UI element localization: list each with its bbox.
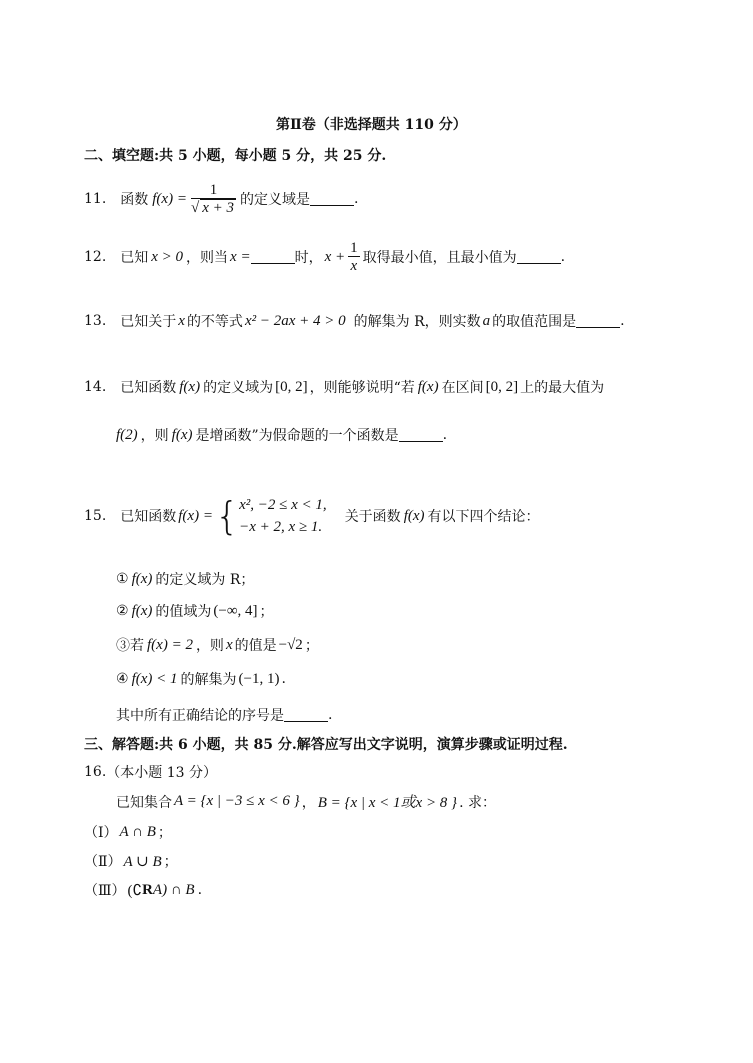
q16-p1-end: ； <box>157 825 172 841</box>
section-title: 第Ⅱ卷（非选择题共 110 分） <box>276 117 467 133</box>
q15-conclusion-4 <box>116 669 286 689</box>
q16-p2-end: ； <box>163 854 178 870</box>
q12-frac-den: x <box>350 257 358 274</box>
q15-c4-ineq: f(x) < 1 <box>131 670 178 687</box>
q14-mid: 的定义域为 <box>203 380 274 396</box>
q12-x-eq: x = <box>230 248 251 265</box>
q12-number: 12. <box>84 249 107 265</box>
q12-blank-1[interactable] <box>251 251 295 264</box>
q15-c1-fx: f(x) <box>131 570 153 587</box>
q12-cond: x > 0 <box>151 248 184 265</box>
question-15 <box>84 490 540 542</box>
q15-conclusion-1 <box>116 569 254 589</box>
q13-pre: 已知关于 <box>120 314 177 330</box>
q15-brace: { <box>214 494 240 538</box>
q11-frac-num: 1 <box>191 182 236 199</box>
q14-mid2: ，则能够说明“若 <box>309 380 415 396</box>
q15-final-end: . <box>328 707 333 723</box>
q14-fx: f(x) <box>179 378 201 395</box>
q15-c2-mark: ② <box>116 603 129 619</box>
q16-set-a: A = {x | −3 ≤ x < 6 } <box>174 793 300 809</box>
q14-domain: [0, 2] <box>275 378 308 395</box>
question-12 <box>84 236 565 278</box>
q11-number: 11. <box>84 191 107 207</box>
q16-p3-sub: R <box>142 881 153 898</box>
q16-pre: 已知集合 <box>116 794 172 811</box>
q12-fraction <box>348 240 360 275</box>
q12-expr: x + <box>324 248 346 265</box>
q11-post: 的定义域是 <box>239 192 310 208</box>
question-11 <box>84 176 358 222</box>
q11-fraction <box>191 182 236 217</box>
q16-part-2 <box>84 851 178 871</box>
q16-p2-label: （Ⅱ） <box>84 854 122 870</box>
q16-number: 16. <box>84 764 107 780</box>
q16-p2-expr: A ∪ B <box>123 853 162 870</box>
q14-blank[interactable] <box>399 429 443 442</box>
q11-frac-den: √ x + 3 <box>190 199 234 216</box>
q15-c3-end: ； <box>304 638 319 654</box>
q16-p3-label: （Ⅲ） <box>84 883 126 899</box>
q16-p3-complement: (∁ <box>127 882 143 899</box>
q14-fx-3: f(x) <box>171 426 193 443</box>
q12-pre: 已知 <box>120 250 149 266</box>
q12-frac-num: 1 <box>350 239 358 256</box>
q15-case-1: x², −2 ≤ x < 1, <box>239 497 327 513</box>
question-14-line1 <box>84 377 604 397</box>
q15-c2-text: 的值域为 <box>155 604 212 620</box>
q12-mid2: 时， <box>294 250 323 266</box>
q12-mid1: ，则当 <box>186 250 229 266</box>
q16-part-1 <box>84 822 172 842</box>
q15-final-text: 其中所有正确结论的序号是 <box>116 708 284 724</box>
q15-c2-fx: f(x) <box>131 602 153 619</box>
q15-c3-x: x <box>225 636 233 653</box>
q14-fx-2: f(x) <box>417 378 439 395</box>
q15-conclusion-2 <box>116 601 274 621</box>
question-13 <box>84 311 625 331</box>
q15-cases <box>239 494 327 538</box>
q15-final <box>116 705 332 725</box>
q11-sqrt: x + 3 <box>202 199 234 216</box>
q15-c2-end: ； <box>259 604 274 620</box>
q14-post: 上的最大值为 <box>520 380 605 396</box>
q14-number: 14. <box>84 379 107 395</box>
q15-c4-text: 的解集为 <box>180 672 237 688</box>
q13-number: 13. <box>84 313 107 329</box>
q12-end: . <box>560 249 566 265</box>
q15-c1-mark: ① <box>116 571 129 587</box>
q12-blank-2[interactable] <box>517 251 561 264</box>
q15-c2-range: (−∞, 4] <box>213 602 258 619</box>
q15-number: 15. <box>84 508 107 524</box>
q15-c3-mark: ③若 <box>116 638 144 654</box>
q15-blank[interactable] <box>284 709 328 722</box>
q13-inequality: x² − 2ax + 4 > 0 <box>244 312 346 329</box>
q15-conclusion-3 <box>116 635 319 655</box>
q14-line2-post: 是增函数”为假命题的一个函数是 <box>195 428 399 444</box>
q14-f2: f(2) <box>116 426 138 443</box>
q16-part-3 <box>84 880 202 900</box>
q13-blank[interactable] <box>576 315 620 328</box>
q16-p1-expr: A ∩ B <box>119 823 156 840</box>
q15-c3-val: −√2 <box>278 636 303 653</box>
q16-points: （本小题 13 分） <box>106 765 217 781</box>
q13-mid1: 的不等式 <box>186 314 243 330</box>
q15-c3-eq: f(x) = 2 <box>147 636 193 653</box>
q13-mid2: 的解集为 R，则实数 <box>353 314 481 330</box>
q11-fx: f(x) = <box>152 190 187 207</box>
q14-mid3: 在区间 <box>441 380 484 396</box>
q13-var2: a <box>482 312 491 329</box>
q11-blank[interactable] <box>310 193 354 206</box>
q15-c4-set: (−1, 1) <box>238 670 280 687</box>
q15-pre: 已知函数 <box>120 509 177 525</box>
q15-fx-2: f(x) <box>403 507 425 524</box>
q15-c3-text: 的值是 <box>234 638 277 654</box>
q16-p3-rest: A) ∩ B <box>152 881 195 898</box>
q14-pre: 已知函数 <box>120 380 177 396</box>
q13-var: x <box>178 312 185 329</box>
q16-p3-end: . <box>197 882 203 898</box>
q16-set-b: B = {x | x < 1或x > 8 } <box>317 795 458 811</box>
q15-c1-text: 的定义域为 R； <box>155 572 255 588</box>
q13-post: 的取值范围是 <box>492 314 577 330</box>
q15-post: 有以下四个结论： <box>427 509 540 525</box>
q15-c4-end: . <box>281 671 286 687</box>
q11-end: . <box>353 191 359 207</box>
q15-post-pre: 关于函数 <box>344 509 401 525</box>
q14-interval: [0, 2] <box>485 378 519 395</box>
question-16-body <box>116 791 496 812</box>
q16-post: . 求： <box>459 794 496 811</box>
part2-header: 二、填空题:共 5 小题，每小题 5 分，共 25 分. <box>84 148 387 164</box>
q15-c4-mark: ④ <box>116 671 129 687</box>
q11-pre: 函数 <box>120 192 149 208</box>
q15-c3-mid: ，则 <box>195 638 224 654</box>
question-16-heading <box>84 762 217 782</box>
q15-fx: f(x) = <box>178 507 213 524</box>
q16-p1-label: （Ⅰ） <box>84 825 118 841</box>
q13-end: . <box>620 313 625 329</box>
part3-header: 三、解答题:共 6 小题，共 85 分.解答应写出文字说明，演算步骤或证明过程. <box>84 737 568 753</box>
question-14-line2 <box>116 425 447 445</box>
q16-sep: ， <box>301 794 316 811</box>
q14-line2-mid: ，则 <box>140 428 169 444</box>
q15-case-2: −x + 2, x ≥ 1. <box>239 519 323 535</box>
q12-post: 取得最小值，且最小值为 <box>362 250 517 266</box>
q14-end: . <box>442 427 448 443</box>
